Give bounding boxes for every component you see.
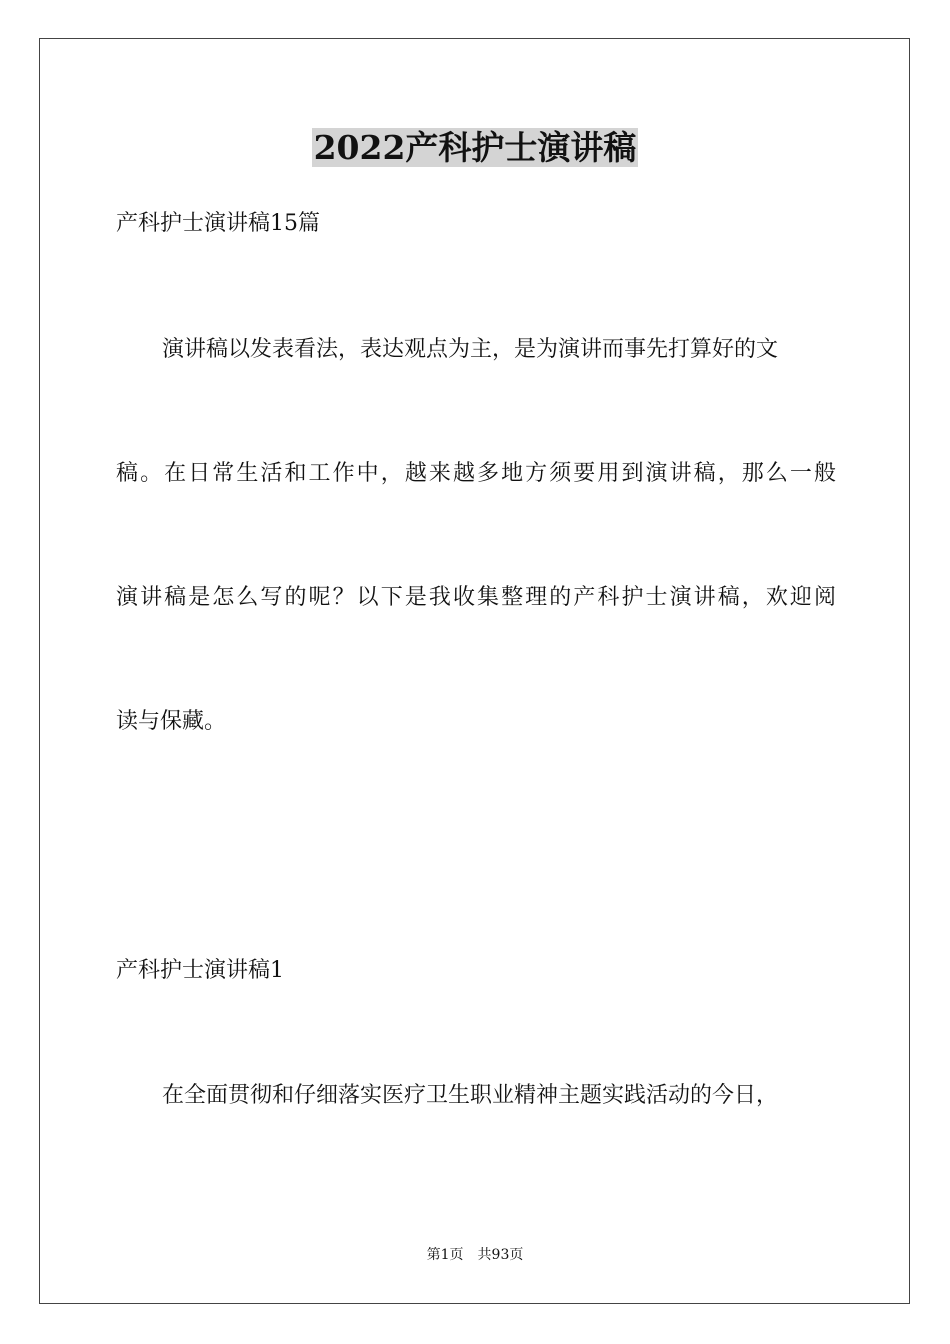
document-title: [0, 124, 950, 172]
page-footer: [0, 1244, 950, 1266]
intro-paragraph-line-4: 读与保藏。: [116, 709, 227, 734]
intro-paragraph-line-3: 演讲稿是怎么写的呢？以下是我收集整理的产科护士演讲稿，欢迎阅: [116, 585, 836, 610]
intro-paragraph-line-2: 稿。在日常生活和工作中，越来越多地方须要用到演讲稿，那么一般: [116, 461, 836, 486]
page-total: 共93页: [477, 1247, 524, 1263]
intro-paragraph-line-1: 演讲稿以发表看法，表达观点为主，是为演讲而事先打算好的文: [162, 337, 779, 362]
page-number: 第1页: [426, 1247, 464, 1263]
section-heading: 产科护士演讲稿1: [116, 958, 284, 983]
document-subtitle: 产科护士演讲稿15篇: [116, 211, 320, 236]
document-title-text: 2022产科护士演讲稿: [313, 128, 637, 167]
section-paragraph-line-1: 在全面贯彻和仔细落实医疗卫生职业精神主题实践活动的今日，: [162, 1083, 779, 1108]
